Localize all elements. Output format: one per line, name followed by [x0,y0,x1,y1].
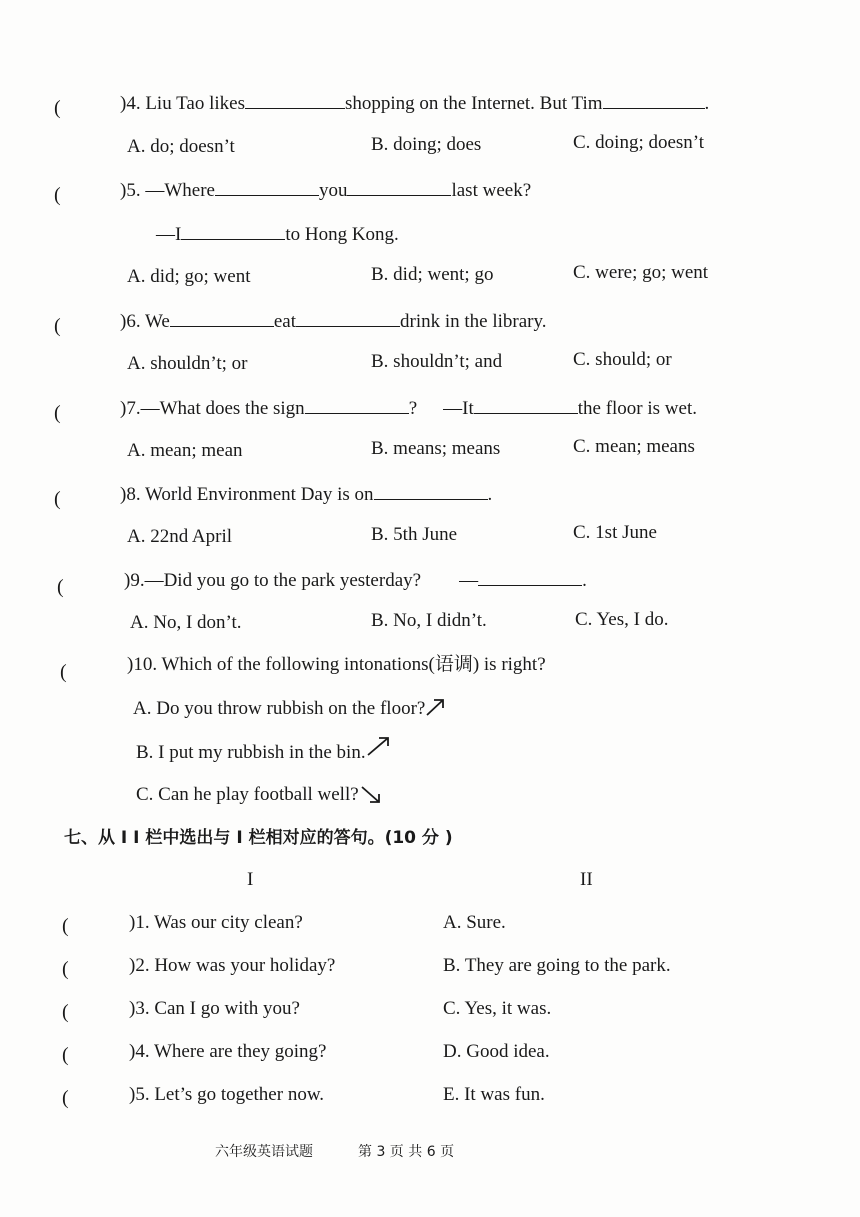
answer-paren: ( [60,661,67,683]
option-a: A. Do you throw rubbish on the floor? [133,697,447,721]
answer-paren: ( [62,1001,69,1023]
match-question: )2. How was your holiday? [129,955,336,976]
column-header-ii: II [580,869,593,890]
blank [478,567,582,586]
answer-paren: ( [62,1087,69,1109]
blank [347,177,451,196]
option-c: C. 1st June [573,522,657,543]
blank [603,90,705,109]
blank [474,395,578,414]
rising-arrow-icon [366,735,392,757]
falling-arrow-icon [359,783,383,805]
match-question: )3. Can I go with you? [129,998,300,1019]
footer-subject: 六年级英语试题 [215,1144,313,1160]
blank [245,90,345,109]
match-answer: E. It was fun. [443,1084,545,1105]
section-heading: 七、从 I I 栏中选出与 I 栏相对应的答句。(10 分 ) [64,828,453,848]
option-a: A. mean; mean [127,440,243,461]
blank [170,308,274,327]
option-b: B. I put my rubbish in the bin. [136,741,392,765]
option-a: A. 22nd April [127,526,233,547]
match-answer: B. They are going to the park. [443,955,671,976]
blank [305,395,409,414]
question-5: )5. —Where you last week? [120,177,531,203]
question-7: )7.—What does the sign ? —It the floor is wet. [120,395,697,421]
answer-paren: ( [54,97,61,119]
option-a: A. shouldn’t; or [127,353,248,374]
option-a: A. did; go; went [127,266,251,287]
option-c: C. mean; means [573,436,695,457]
option-b: B. No, I didn’t. [371,610,487,631]
page-number: 第 3 页 共 6 页 [358,1144,455,1160]
match-question: )1. Was our city clean? [129,912,303,933]
question-4: )4. Liu Tao likes shopping on the Internet. But Tim . [120,90,709,116]
option-c: C. should; or [573,349,672,370]
answer-paren: ( [54,488,61,510]
rising-arrow-icon [425,697,447,717]
answer-paren: ( [57,576,64,598]
answer-paren: ( [62,1044,69,1066]
match-answer: A. Sure. [443,912,506,933]
blank [296,308,400,327]
question-5-line2: —I to Hong Kong. [156,221,399,247]
option-c: C. Yes, I do. [575,609,669,630]
match-answer: D. Good idea. [443,1041,550,1062]
answer-paren: ( [54,402,61,424]
answer-paren: ( [62,915,69,937]
option-b: B. did; went; go [371,264,494,285]
question-8: )8. World Environment Day is on . [120,481,492,507]
option-a: A. do; doesn’t [127,136,235,157]
answer-paren: ( [54,184,61,206]
option-b: B. 5th June [371,524,458,545]
blank [374,481,488,500]
option-b: B. means; means [371,438,501,459]
blank [215,177,319,196]
column-header-i: I [247,869,254,890]
option-a: A. No, I don’t. [130,612,242,633]
match-answer: C. Yes, it was. [443,998,552,1019]
option-c: C. were; go; went [573,262,709,283]
question-10: )10. Which of the following intonations(语调) is right? [127,654,546,675]
answer-paren: ( [62,958,69,980]
blank [181,221,285,240]
option-c: C. doing; doesn’t [573,132,705,153]
option-b: B. shouldn’t; and [371,351,503,372]
option-c: C. Can he play football well? [136,783,383,807]
question-6: )6. We eat drink in the library. [120,308,547,334]
match-question: )5. Let’s go together now. [129,1084,325,1105]
option-b: B. doing; does [371,134,482,155]
question-9: )9.—Did you go to the park yesterday? — . [124,567,587,593]
match-question: )4. Where are they going? [129,1041,327,1062]
answer-paren: ( [54,315,61,337]
